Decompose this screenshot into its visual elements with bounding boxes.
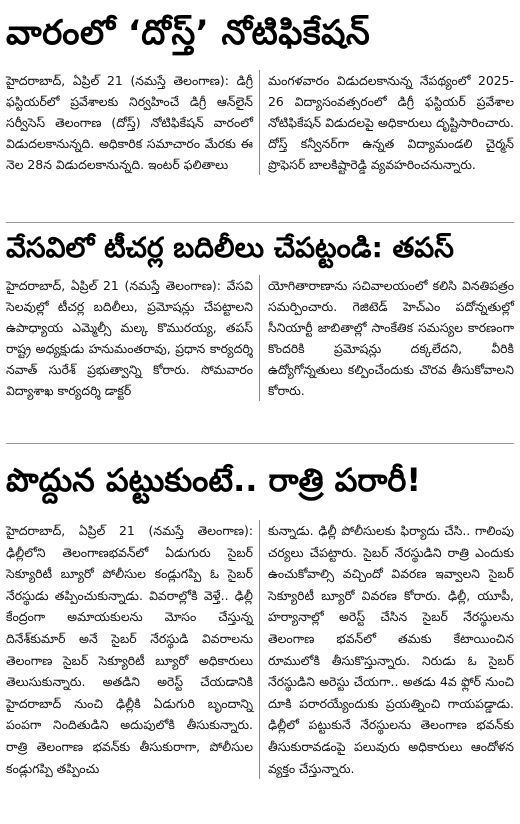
article-cyber-criminal-escape <box>6 446 514 779</box>
article-headline: వేసవిలో టీచర్ల బదిలీలు చేపట్టండి: తపస్ <box>6 231 454 264</box>
article-headline: వారంలో ‘దోస్త్’ నోటిఫికేషన్ <box>6 13 371 53</box>
article-headline: పొద్దున పట్టుకుంటే.. రాత్రి పరారీ! <box>6 461 421 499</box>
article-columns <box>6 70 514 175</box>
article-column-left <box>6 520 260 779</box>
article-body-right: యోగితారాణాను సచివాలయంలో కలిసి వినతిపత్రం సమర్పించారు. గెజిటెడ్ హెచ్‌ఎం పదోన్నతుల్లో సీనియార్టీ జాబితాల్లో సాంకేతిక సమస్యల కారణంగా కొందరికి ప్రమోషన్లు దక్కలేదని, వీరికి ఉద్యోగోన్నతులు కల్పించేందుకు చొరవ తీసుకోవాలని కోరారు. <box>268 278 514 398</box>
article-column-left <box>6 70 260 175</box>
article-teacher-transfers <box>6 225 514 401</box>
article-dost-notification <box>6 2 514 175</box>
article-column-right <box>260 520 514 779</box>
article-column-right <box>260 275 514 401</box>
article-body-right: కున్నాడు. ఢిల్లీ పోలీసులకు ఫిర్యాదు చేసి.. గాలింపు చర్యలు చేపట్టారు. సైబర్ నేరస్థుడిని రాత్రి ఎందుకు ఉంచుకోవాల్సి వచ్చిందో వివరణ ఇవ్వాలని సైబర్ సెక్యూరిటీ బ్యూరో వివరణ కోరారు. ఢిల్లీ, యూపీ, హర్యానాల్లో అరెస్ట్ చేసిన సైబర్ నేరస్థులను తెలంగాణ భవన్‌లో తమకు కేటాయించిన రూములోకి తీసుకొస్తున్నారు. నిరుడు ఓ సైబర్ నేరస్థుడిని అరెస్టు చేయగా.. అతడు 4వ ఫ్లోర్ నుంచి దూకి పరారయ్యేందుకు ప్రయత్నించి గాయపడ్డాడు. ఢిల్లీలో పట్టుకునే నేరస్థులను తెలంగాణ భవన్‌కు తీసుకురావడంపై పలువురు అధికారులు ఆందోళన వ్యక్తం చేస్తున్నారు. <box>268 523 514 776</box>
article-column-right <box>260 70 514 175</box>
article-divider <box>6 443 514 444</box>
article-columns <box>6 275 514 401</box>
article-body-right: మంగళవారం విడుదలకానున్న నేపథ్యంలో 2025-26 విద్యాసంవత్సరంలో డిగ్రీ ఫస్టియర్ ప్రవేశాల నోటిఫికేషన్ విడుదలపై అధికారులు దృష్టిసారించారు. దోస్త్ కన్వీనర్‌గా ఉన్నత విద్యామండలి చైర్మన్ ప్రొఫెసర్ బాలకిష్టారెడ్డి వ్యవహరించనున్నారు. <box>268 73 514 172</box>
article-divider <box>6 222 514 223</box>
article-body-left: హైదరాబాద్, ఏప్రిల్ 21 (నమస్తే తెలంగాణ): డిగ్రీ ఫస్టియర్‌లో ప్రవేశాలకు నిర్వహించే డిగ్రీ ఆన్‌లైన్ సర్వీసెస్ తెలంగాణ (దోస్త్) నోటిఫికేషన్ వారంలో విడుదలకానున్నది. అధికారిక సమాచారం మేరకు ఈ నెల 28న విడుదలకానున్నది. ఇంటర్ ఫలితాలు <box>6 73 253 172</box>
article-column-left <box>6 275 260 401</box>
article-body-left: హైదరాబాద్, ఏప్రిల్ 21 (నమస్తే తెలంగాణ): వేసవి సెలవుల్లో టీచర్ల బదిలీలు, ప్రమోషన్లు చేపట్టాలని ఉపాధ్యాయ ఎమ్మెల్సీ మల్క కొమురయ్య, తపస్ రాష్ట్ర అధ్యక్షుడు హనుమంతరావు, ప్రధాన కార్యదర్శి నవాత్ సురేశ్ ప్రభుత్వాన్ని కోరారు. సోమవారం విద్యాశాఖ కార్యదర్శి డాక్టర్ <box>6 278 253 398</box>
article-columns <box>6 520 514 779</box>
article-body-left: హైదరాబాద్, ఏప్రిల్ 21 (నమస్తే తెలంగాణ): ఢిల్లీలోని తెలంగాణభవన్‌లో ఏడుగురు సైబర్ సెక్యూరిటీ బ్యూరో పోలీసుల కండ్లుగప్పి ఓ సైబర్ నేరస్థుడు తప్పించుకున్నాడు. వివరాల్లోకి వెళ్తే.. ఢిల్లీ కేంద్రంగా అమాయకులను మోసం చేస్తున్న దినేశ్‌కుమార్ అనే సైబర్ నేరస్థుడి వివరాలను తెలంగాణ సైబర్ సెక్యూరిటీ బ్యూరో అధికారులు తెలుసుకున్నారు. అతడిని అరెస్ట్ చేయడానికి హైదరాబాద్ నుంచి ఢిల్లీకి ఏడుగురి బృందాన్ని పంపగా నిందితుడిని అదుపులోకి తీసుకున్నారు. రాత్రి తెలంగాణ భవన్‌కు తీసుకురాగా, పోలీసుల కండ్లుగప్పి తప్పించు <box>6 523 253 776</box>
